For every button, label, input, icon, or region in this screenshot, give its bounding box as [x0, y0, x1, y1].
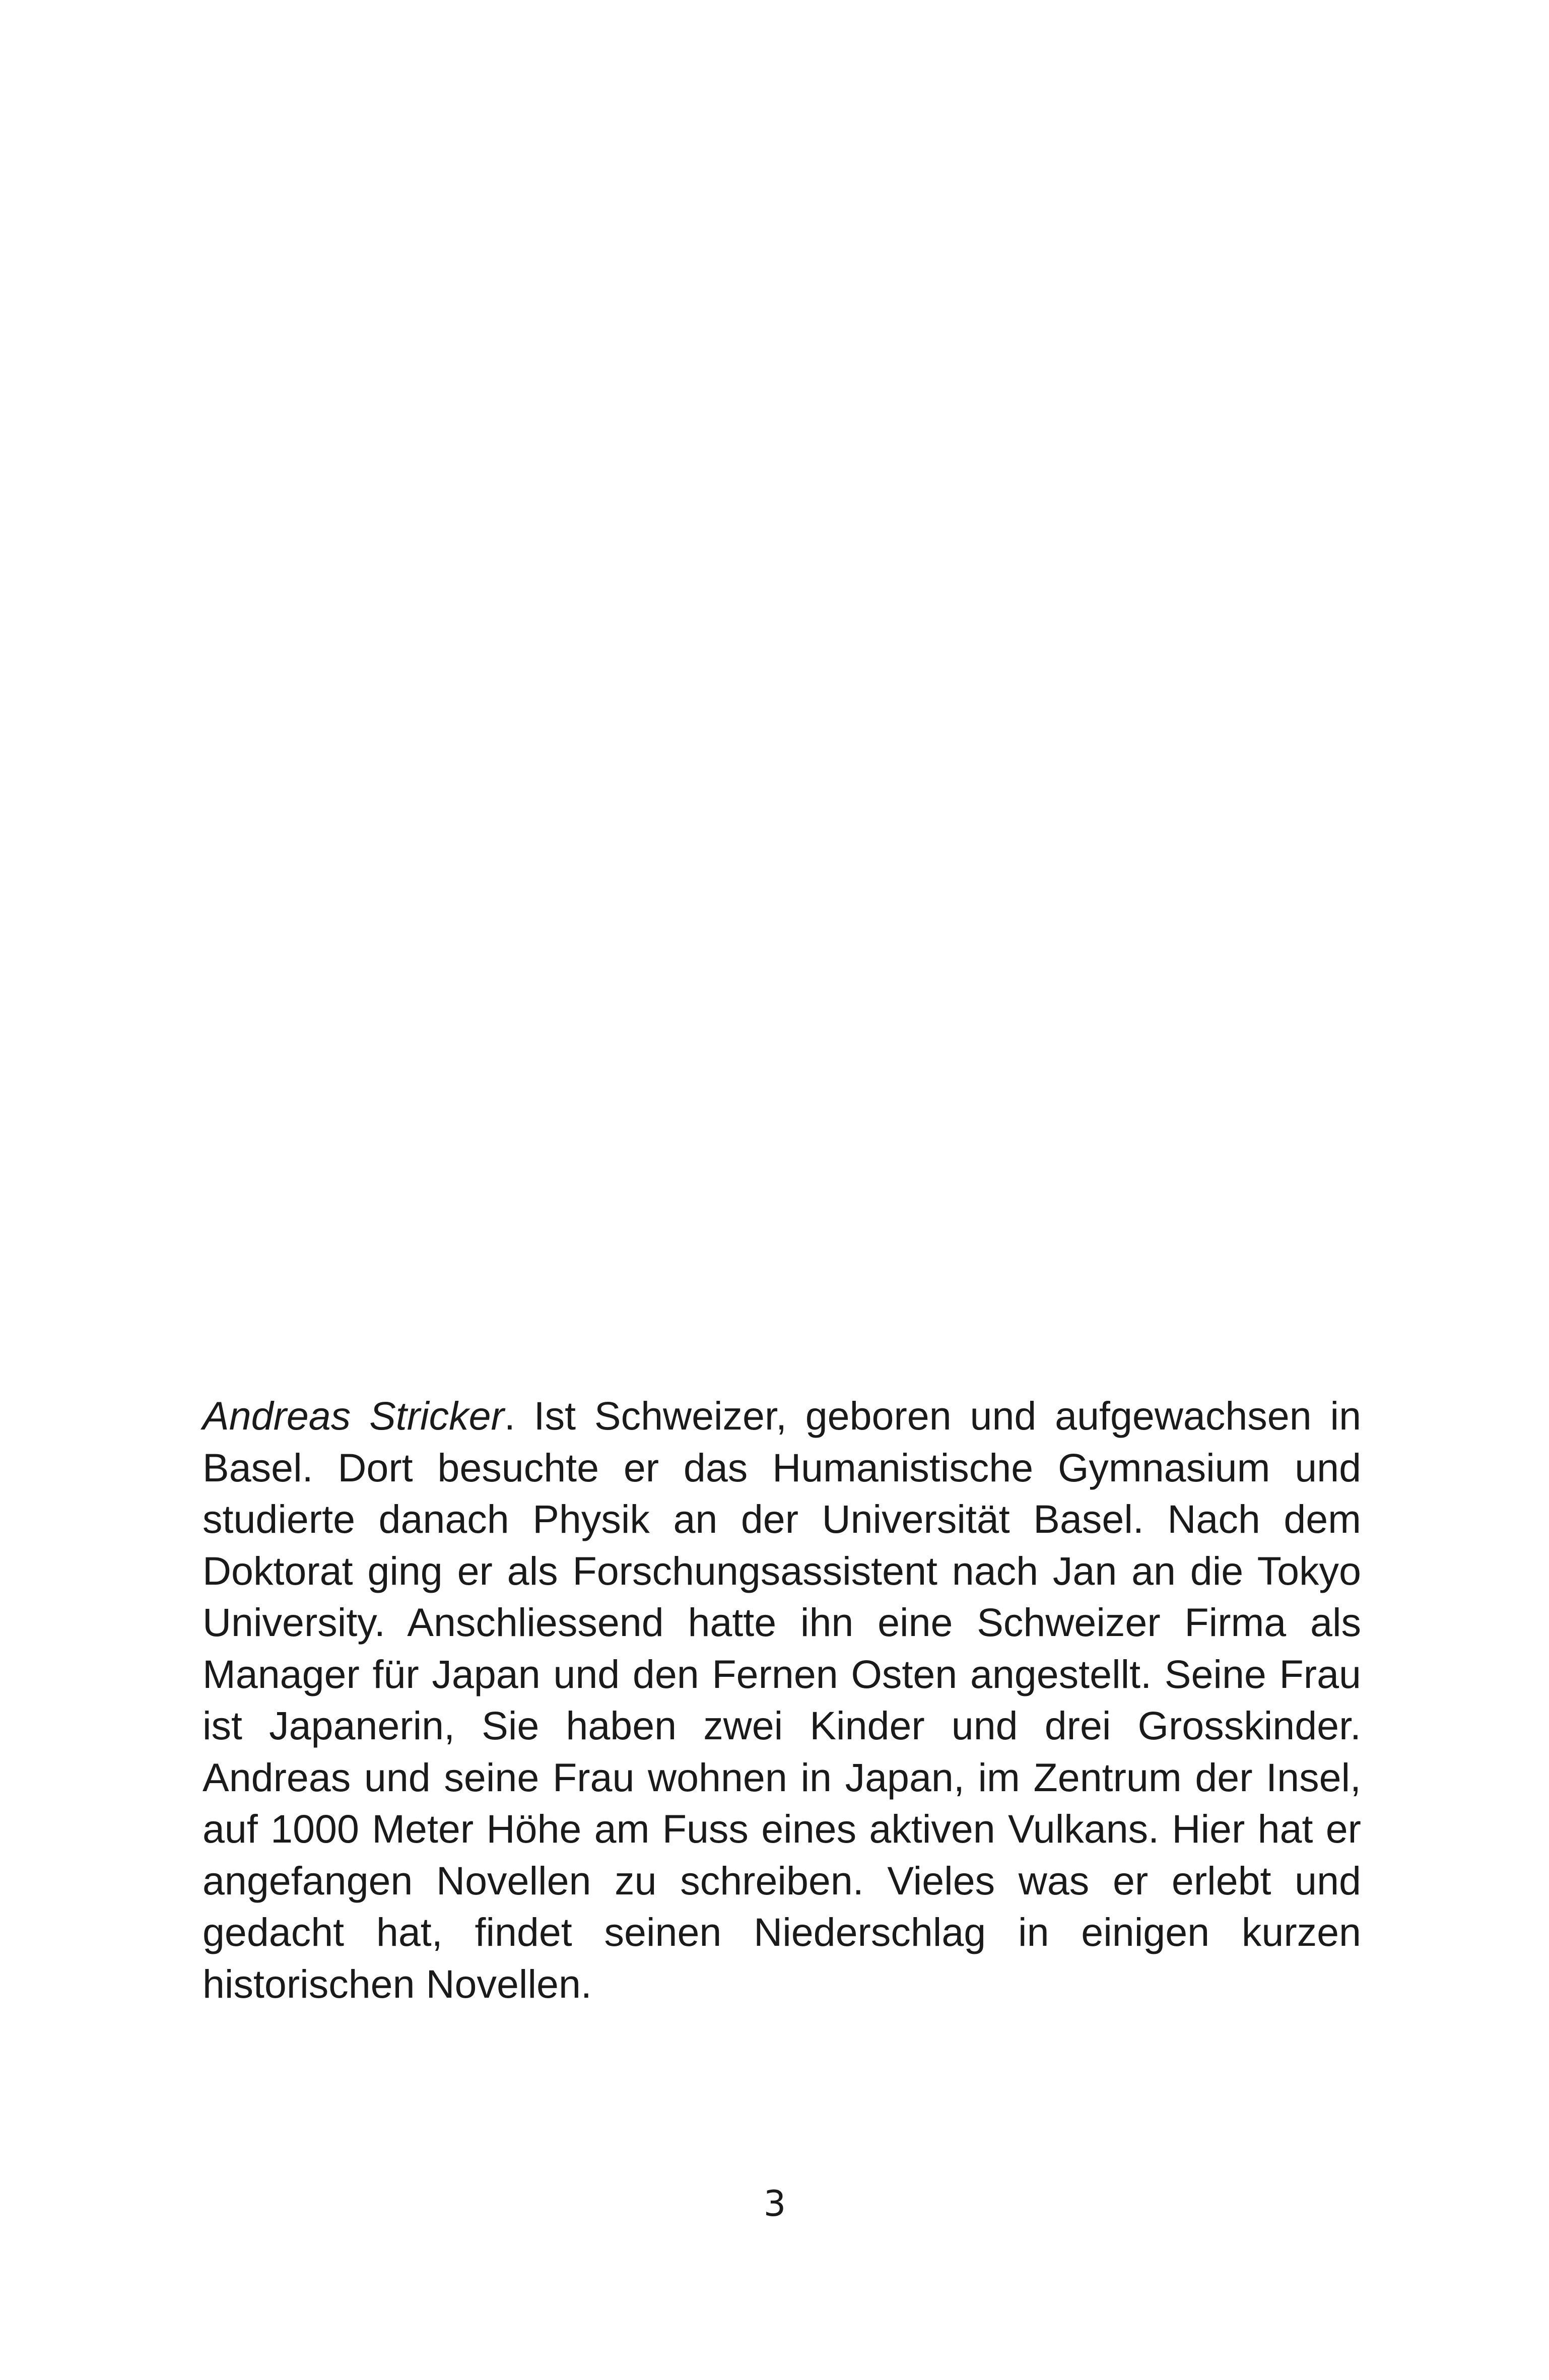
author-name: Andreas Stricker: [203, 1393, 504, 1438]
biography-text: . Ist Schweizer, geboren und aufgewachsen in Basel. Dort besuchte er das Humanistische Gymnasium und studierte danach Physik an der Universität Basel. Nach dem Doktorat ging er als Forschungsassistent nach Jan an die Tokyo University. Anschliessend hatte ihn eine Schweizer Firma als Manager für Japan und den Fernen Osten angestellt. Seine Frau ist Japanerin, Sie haben zwei Kinder und drei Grosskinder. Andreas und seine Frau wohnen in Japan, im Zentrum der Insel, auf 1000 Meter Höhe am Fuss eines aktiven Vulkans. Hier hat er angefangen Novellen zu schreiben. Vieles was er erlebt und gedacht hat, findet seinen Niederschlag in einigen kurzen historischen Novellen.: [203, 1393, 1362, 2006]
author-biography: [203, 1390, 1361, 2010]
page-number: 3: [763, 2183, 786, 2224]
